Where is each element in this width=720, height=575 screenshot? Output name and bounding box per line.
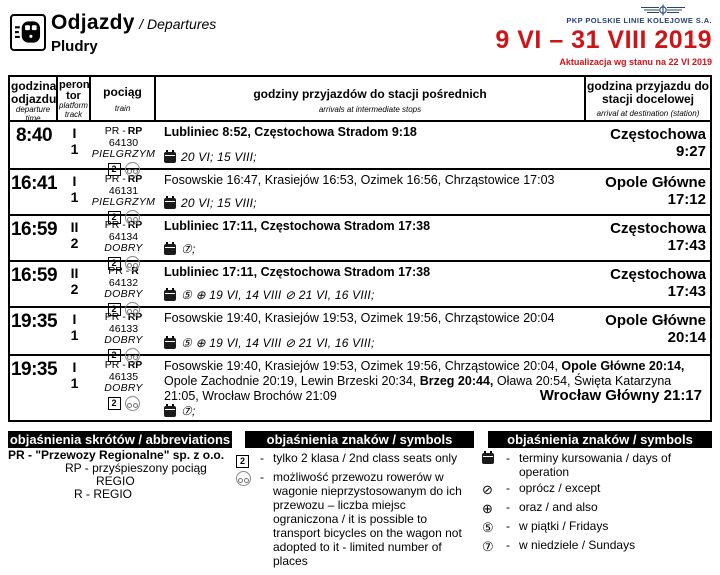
destination: Częstochowa 9:27	[610, 126, 706, 160]
train-number: 64130	[108, 136, 139, 149]
platform-track	[58, 308, 91, 354]
platform-track	[58, 356, 91, 420]
calendar-icon	[164, 406, 176, 417]
bicycle-icon	[125, 162, 140, 177]
destination: Opole Główne 20:14	[605, 312, 706, 346]
train-number: 46135	[108, 370, 139, 383]
col-departure-time: godzina odjazdu departure time	[11, 79, 57, 123]
legend-item: 2 - tylko 2 klasa / 2nd class seats only	[236, 451, 474, 468]
train-name: DOBRY	[104, 288, 143, 300]
legend-abbreviations	[8, 431, 232, 500]
intermediate-stops: Lubliniec 17:11, Częstochowa Stradom 17:38	[164, 265, 431, 279]
train-category: RP	[127, 359, 143, 371]
calendar-icon	[164, 338, 176, 349]
train-category: RP	[127, 219, 143, 231]
operating-days: ⑤ ⊕ 19 VI, 14 VIII ⊘ 21 VI, 16 VIII;	[181, 288, 375, 302]
legend-symbols-1	[236, 431, 474, 570]
abbr-r: R - REGIO	[74, 486, 133, 501]
bicycle-icon	[125, 396, 140, 411]
route-cell	[156, 308, 588, 354]
2nd-class-icon: 2	[108, 163, 121, 176]
col-destination-arrival: godzina przyjazdu do stacji docelowej arrival at destination (station)	[587, 79, 709, 118]
departure-time: 19:35	[10, 359, 58, 380]
2nd-class-icon: 2	[108, 349, 121, 362]
platform: II	[70, 219, 79, 235]
platform-track	[58, 170, 91, 214]
legend-title: objaśnienia skrótów / abbreviations	[9, 432, 231, 447]
train-info	[91, 170, 156, 222]
except-icon: ⊘	[482, 482, 493, 497]
train-category: R	[131, 265, 139, 277]
intermediate-stops: Fosowskie 19:40, Krasiejów 19:53, Ozimek 19:56, Chrząstowice 20:04	[164, 311, 555, 325]
route-cell	[156, 216, 588, 260]
platform: I	[72, 173, 77, 189]
track: 2	[70, 281, 79, 297]
departure-time: 16:41	[10, 173, 58, 194]
col-platform-track: peron tor platform track	[59, 79, 90, 119]
abbr-pr: PR - "Przewozy Regionalne" sp. z o.o.	[8, 447, 225, 462]
train-name: DOBRY	[104, 242, 143, 254]
carrier: PR -	[104, 125, 126, 137]
platform-track	[58, 122, 91, 168]
station-name: Pludry	[51, 38, 98, 55]
intermediate-stops: Lubliniec 17:11, Częstochowa Stradom 17:38	[164, 219, 431, 233]
bicycle-icon	[125, 302, 140, 317]
platform: I	[72, 311, 77, 327]
platform: II	[70, 265, 79, 281]
calendar-icon	[482, 453, 494, 464]
train-name: PIELGRZYM	[91, 196, 156, 208]
train-info	[91, 122, 156, 174]
and-also-icon: ⊕	[482, 501, 493, 516]
platform-track	[58, 216, 91, 260]
platform: I	[72, 359, 77, 375]
legend-symbols-2	[482, 431, 712, 557]
operating-days: ⑦;	[181, 404, 196, 418]
train-name: PIELGRZYM	[91, 148, 156, 160]
table-row	[10, 356, 710, 420]
train-info	[91, 216, 156, 268]
carrier: PR -	[104, 359, 126, 371]
departure-time: 16:59	[10, 219, 58, 240]
train-name: DOBRY	[104, 382, 143, 394]
calendar-icon	[164, 290, 176, 301]
legend-title: objaśnienia znaków / symbols	[488, 431, 712, 448]
col-train: pociąg train	[91, 77, 156, 120]
2nd-class-icon: 2	[108, 257, 121, 270]
abbr-rp-cont: REGIO	[96, 473, 135, 488]
legend-item: - możliwość przewozu rowerów w wagonie nieprzystosowanym do ich przewozu – liczba miejsc ograniczona / it is possible to transport bicycles on the wagon not adopted to it - limited number of places	[236, 470, 474, 568]
intermediate-stops: Fosowskie 16:47, Krasiejów 16:53, Ozimek 16:56, Chrząstowice 17:03	[164, 173, 555, 187]
page-title	[51, 11, 216, 55]
train-info	[91, 308, 156, 360]
train-name: DOBRY	[104, 334, 143, 346]
track: 1	[70, 189, 79, 205]
calendar-icon	[164, 198, 176, 209]
table-row	[10, 122, 710, 174]
train-info	[91, 262, 156, 314]
departure-time: 19:35	[10, 311, 58, 332]
col-intermediate-stops: godziny przyjazdów do stacji pośrednich arrivals at intermediate stops	[156, 77, 586, 120]
legend-item: ⊕ - oraz / and also	[482, 500, 598, 516]
calendar-icon	[164, 152, 176, 163]
train-number: 64134	[108, 230, 139, 243]
intermediate-stops: Lubliniec 8:52, Częstochowa Stradom 9:18	[164, 125, 417, 139]
fridays-icon: ⑤	[482, 520, 494, 535]
carrier: PR -	[104, 173, 126, 185]
sundays-icon: ⑦	[482, 539, 494, 554]
update-note: Aktualizacja wg stanu na 22 VI 2019	[559, 57, 712, 67]
train-icon	[10, 14, 46, 51]
bicycle-icon	[236, 471, 251, 486]
carrier: PR -	[108, 265, 130, 277]
train-category: RP	[127, 311, 143, 323]
train-category: RP	[127, 125, 143, 137]
departure-time: 8:40	[15, 125, 53, 146]
2nd-class-icon: 2	[108, 397, 121, 410]
2nd-class-icon: 2	[108, 303, 121, 316]
train-info	[91, 356, 156, 420]
bicycle-icon	[125, 210, 140, 225]
table-row	[10, 216, 710, 268]
departure-time: 16:59	[10, 265, 58, 286]
train-number: 46131	[108, 184, 139, 197]
title-odjazdy: Odjazdy	[51, 11, 135, 34]
title-departures: / Departures	[139, 16, 217, 32]
track: 1	[70, 327, 79, 343]
legend-title: objaśnienia znaków / symbols	[245, 431, 474, 448]
route-cell	[156, 262, 588, 306]
destination: Częstochowa 17:43	[610, 220, 706, 254]
carrier: PR -	[104, 311, 126, 323]
table-row	[10, 262, 710, 314]
operating-days: 20 VI; 15 VIII;	[181, 150, 257, 164]
table-row	[10, 170, 710, 222]
legend-item: ⊘ - oprócz / except	[482, 481, 601, 497]
track: 1	[70, 375, 79, 391]
intermediate-stops: Fosowskie 19:40, Krasiejów 19:53, Ozimek 19:56, Chrząstowice 20:04, Opole Główne 20:14, Opole Zachodnie 20:19, Lewin Brzeski 20:34, Brzeg 20:44, Oława 20:54, Święta Katarzyna 21:05, Wrocław Brochów 21:09	[164, 359, 685, 403]
2nd-class-icon: 2	[108, 211, 121, 224]
calendar-icon	[164, 244, 176, 255]
train-category: RP	[127, 173, 143, 185]
track: 2	[70, 235, 79, 251]
2nd-class-icon: 2	[236, 455, 249, 468]
operating-days: ⑦;	[181, 242, 196, 256]
bicycle-icon	[125, 348, 140, 363]
departures-table	[8, 75, 712, 422]
legend-item: ⑤ - w piątki / Fridays	[482, 519, 609, 535]
operator-name: PKP POLSKIE LINIE KOLEJOWE S.A.	[566, 16, 712, 25]
operating-days: 20 VI; 15 VIII;	[181, 196, 257, 210]
train-number: 64132	[108, 276, 139, 289]
destination: Częstochowa 17:43	[610, 266, 706, 300]
abbr-rp: RP - przyśpieszony pociąg	[65, 460, 207, 475]
bicycle-icon	[125, 256, 140, 271]
legend-item: - terminy kursowania / days of operation	[482, 451, 712, 479]
table-row	[10, 308, 710, 360]
route-cell	[156, 170, 588, 214]
platform-track	[58, 262, 91, 306]
destination: Wrocław Główny 21:17	[539, 387, 702, 404]
track: 1	[70, 141, 79, 157]
route-cell	[156, 356, 706, 420]
platform: I	[72, 125, 77, 141]
train-number: 46133	[108, 322, 139, 335]
operating-days: ⑤ ⊕ 19 VI, 14 VIII ⊘ 21 VI, 16 VIII;	[181, 336, 375, 350]
carrier: PR -	[104, 219, 126, 231]
validity-period: 9 VI – 31 VIII 2019	[495, 26, 712, 54]
route-cell	[156, 122, 588, 168]
destination: Opole Główne 17:12	[605, 174, 706, 208]
table-header	[10, 77, 710, 122]
legend-item: ⑦ - w niedziele / Sundays	[482, 538, 636, 554]
